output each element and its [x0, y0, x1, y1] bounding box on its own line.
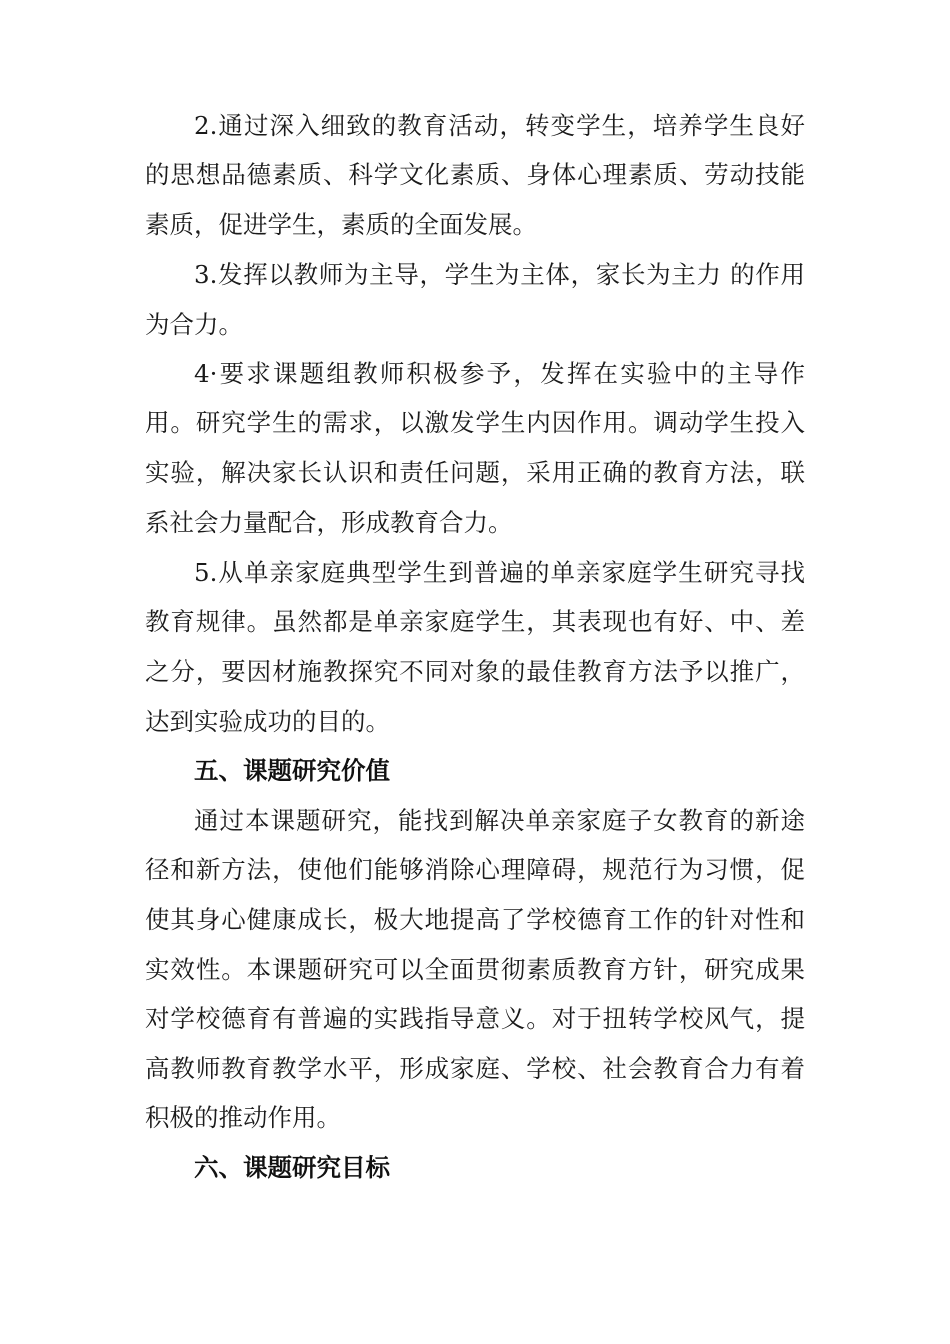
paragraph-5-line-4: 达到实验成功的目的。: [145, 707, 390, 736]
section-heading-goals: 六、课题研究目标: [194, 1153, 390, 1182]
paragraph-4-line-3: 实验，解决家长认识和责任问题，采用正确的教育方法，联: [145, 458, 805, 487]
section5-line-5: 对学校德育有普遍的实践指导意义。对于扭转学校风气，提: [145, 1004, 805, 1033]
paragraph-4-line-2: 用。研究学生的需求，以激发学生内因作用。调动学生投入: [145, 408, 805, 437]
paragraph-5-line-2: 教育规律。虽然都是单亲家庭学生，其表现也有好、中、差: [145, 607, 805, 636]
paragraph-5-line-1: 5.从单亲家庭典型学生到普遍的单亲家庭学生研究寻找: [194, 558, 805, 587]
section5-line-7: 积极的推动作用。: [145, 1103, 341, 1132]
paragraph-5-line-3: 之分，要因材施教探究不同对象的最佳教育方法予以推广，: [145, 657, 805, 686]
paragraph-4-line-1: 4·要求课题组教师积极参予，发挥在实验中的主导作: [194, 359, 805, 388]
paragraph-4-line-4: 系社会力量配合，形成教育合力。: [145, 508, 513, 537]
section5-line-6: 高教师教育教学水平，形成家庭、学校、社会教育合力有着: [145, 1054, 805, 1083]
paragraph-2-line-2: 的思想品德素质、科学文化素质、身体心理素质、劳动技能: [145, 160, 805, 189]
section-heading-value: 五、课题研究价值: [194, 756, 390, 785]
section5-line-2: 径和新方法，使他们能够消除心理障碍，规范行为习惯，促: [145, 855, 805, 884]
paragraph-2-line-3: 素质，促进学生，素质的全面发展。: [145, 210, 537, 239]
paragraph-3-line-1: 3.发挥以教师为主导，学生为主体，家长为主力 的作用: [194, 260, 805, 289]
section5-line-4: 实效性。本课题研究可以全面贯彻素质教育方针，研究成果: [145, 955, 805, 984]
paragraph-2-line-1: 2.通过深入细致的教育活动，转变学生，培养学生良好: [194, 111, 805, 140]
paragraph-3-line-2: 为合力。: [145, 310, 243, 339]
section5-line-1: 通过本课题研究，能找到解决单亲家庭子女教育的新途: [194, 806, 805, 835]
section5-line-3: 使其身心健康成长，极大地提高了学校德育工作的针对性和: [145, 905, 805, 934]
